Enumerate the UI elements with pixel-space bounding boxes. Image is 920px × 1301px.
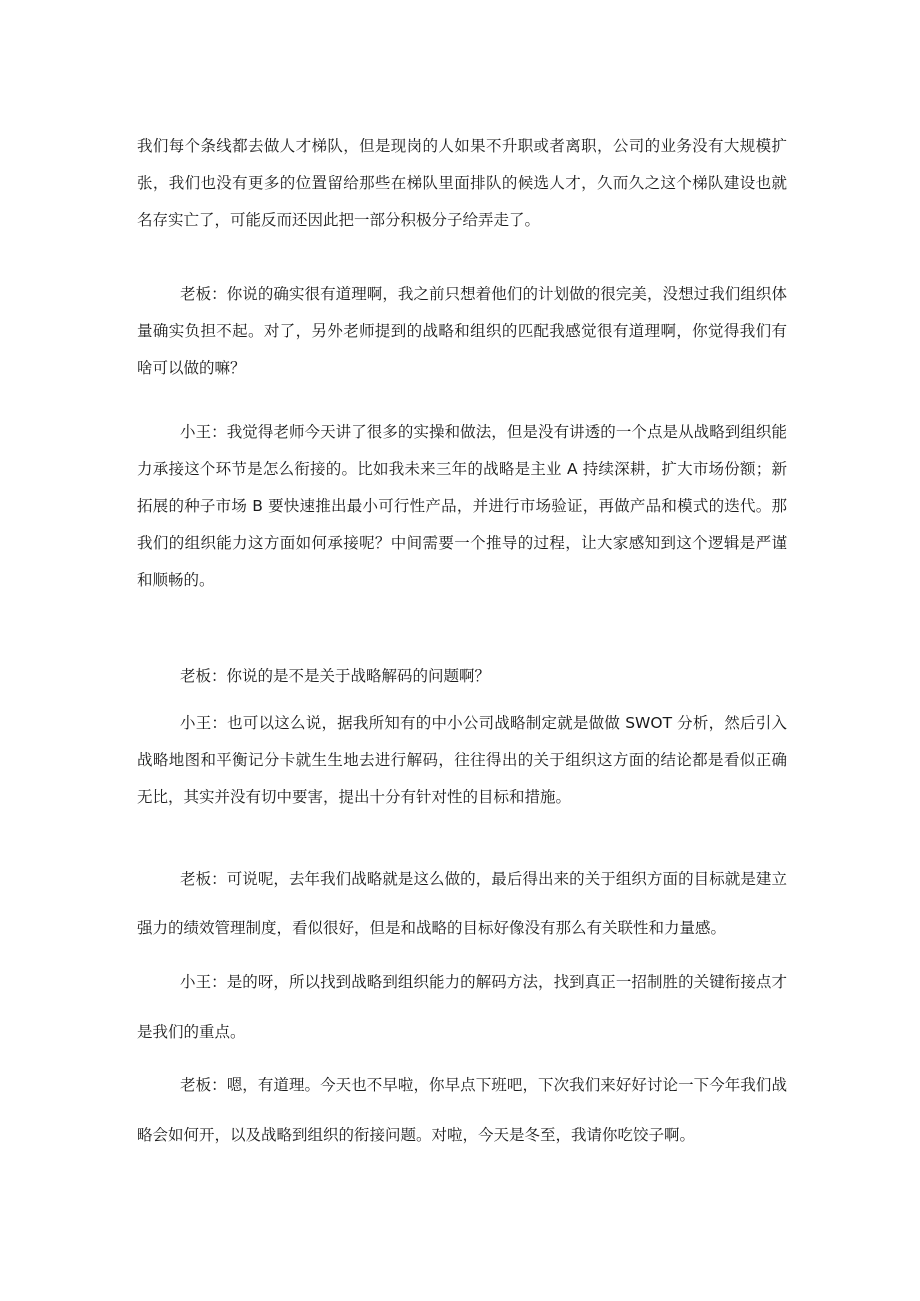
paragraph-talent-pipeline: 我们每个条线都去做人才梯队，但是现岗的人如果不升职或者离职，公司的业务没有大规模扩张，我们也没有更多的位置留给那些在梯队里面排队的候选人才，久而久之这个梯队建设也就名存实亡了，可能反而还因此把一部分积极分子给弄走了。: [137, 137, 787, 229]
paragraph-boss-org-capacity: 老板：你说的确实很有道理啊，我之前只想着他们的计划做的很完美，没想过我们组织体量确实负担不起。对了，另外老师提到的战略和组织的匹配我感觉很有道理啊，你觉得我们有啥可以做的嘛？: [137, 285, 787, 377]
paragraph-wang-swot: 小王：也可以这么说，据我所知有的中小公司战略制定就是做做 SWOT 分析，然后引入战略地图和平衡记分卡就生生地去进行解码，往往得出的关于组织这方面的结论都是看似正确无比，其实并没有切中要害，提出十分有针对性的目标和措施。: [137, 714, 787, 806]
paragraph-boss-decoding-question: 老板：你说的是不是关于战略解码的问题啊？: [180, 667, 491, 685]
paragraph-boss-last-year: 老板：可说呢，去年我们战略就是这么做的，最后得出来的关于组织方面的目标就是建立强力的绩效管理制度，看似很好，但是和战略的目标好像没有那么有关联性和力量感。: [137, 870, 787, 937]
paragraph-wang-key-point: 小王：是的呀，所以找到战略到组织能力的解码方法，找到真正一招制胜的关键衔接点才是我们的重点。: [137, 973, 787, 1041]
paragraph-wang-strategy-org: 小王：我觉得老师今天讲了很多的实操和做法，但是没有讲透的一个点是从战略到组织能力承接这个环节是怎么衔接的。比如我未来三年的战略是主业 A 持续深耕，扩大市场份额；新拓展的种子市场 B 要快速推出最小可行性产品，并进行市场验证，再做产品和模式的迭代。那我们的组织能力这方面如何承接呢？中间需要一个推导的过程，让大家感知到这个逻辑是严谨和顺畅的。: [137, 423, 787, 589]
paragraph-boss-closing: 老板：嗯，有道理。今天也不早啦，你早点下班吧，下次我们来好好讨论一下今年我们战略会如何开，以及战略到组织的衔接问题。对啦，今天是冬至，我请你吃饺子啊。: [137, 1076, 787, 1144]
